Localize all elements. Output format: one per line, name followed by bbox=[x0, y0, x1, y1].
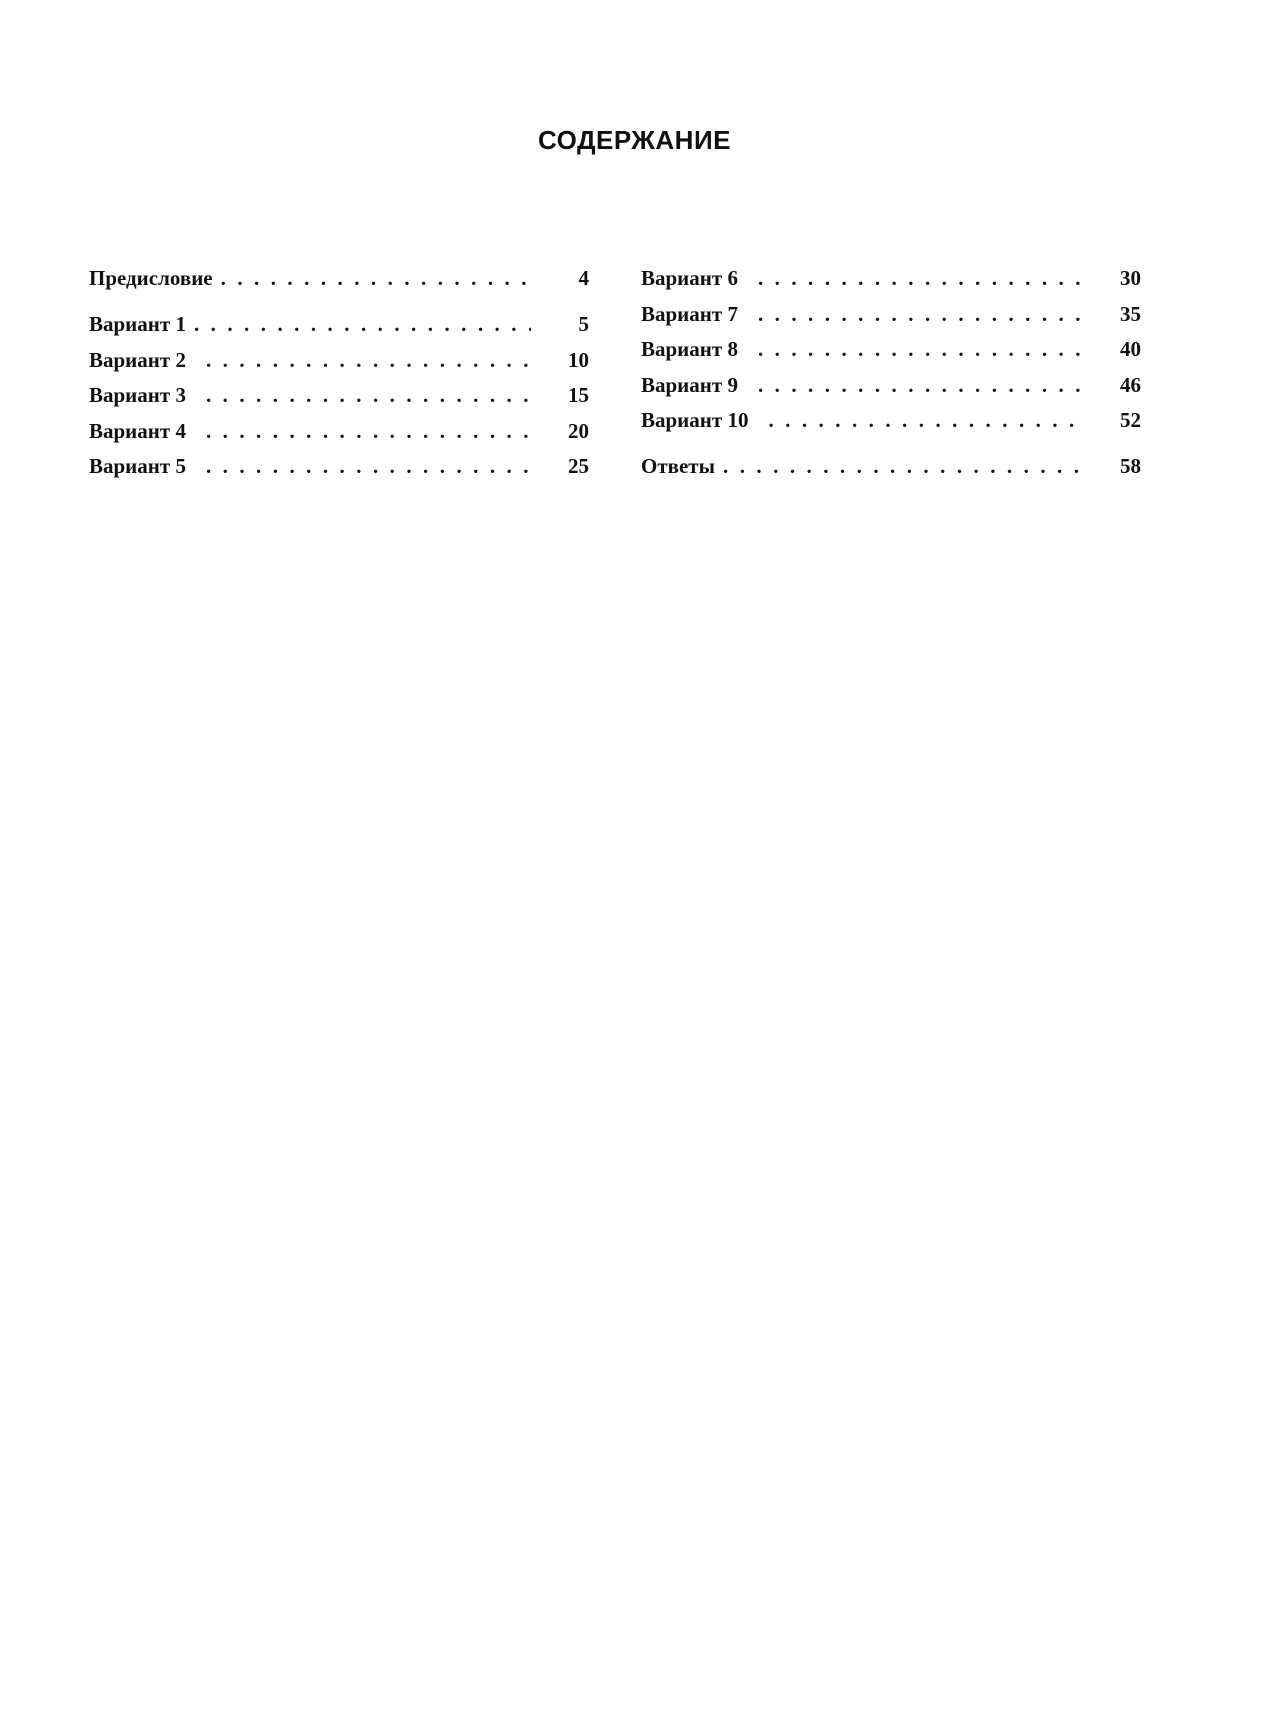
toc-entry-page: 25 bbox=[568, 454, 589, 478]
toc-leader-dots bbox=[206, 418, 531, 444]
toc-leader-dots bbox=[758, 265, 1083, 291]
toc-entry-variant-9[interactable] bbox=[641, 372, 1141, 398]
toc-leader-dots bbox=[206, 347, 531, 373]
toc-entry-label: Вариант 3 bbox=[89, 383, 186, 407]
toc-entry-variant-3[interactable] bbox=[89, 382, 589, 408]
toc-entry-page: 10 bbox=[568, 347, 589, 372]
toc-entry-variant-5[interactable] bbox=[89, 453, 589, 479]
toc-entry-label: Вариант 4 bbox=[89, 418, 186, 443]
toc-entry-label: Вариант 10 bbox=[641, 408, 749, 432]
toc-entry-page: 40 bbox=[1120, 337, 1141, 361]
toc-leader-dots bbox=[206, 382, 531, 408]
toc-entry-variant-4[interactable] bbox=[89, 418, 589, 444]
toc-entry-label: Ответы bbox=[641, 454, 716, 478]
toc-entry-variant-6[interactable] bbox=[641, 265, 1141, 291]
toc-leader-dots bbox=[723, 453, 1083, 479]
toc-leader-dots bbox=[758, 301, 1083, 327]
toc-leader-dots bbox=[206, 453, 531, 479]
toc-entry-label: Вариант 7 bbox=[641, 301, 738, 326]
toc-entry-page: 35 bbox=[1120, 301, 1141, 326]
toc-entry-label: Вариант 2 bbox=[89, 347, 186, 372]
toc-entry-label: Вариант 6 bbox=[641, 266, 738, 290]
toc-entry-variant-1[interactable] bbox=[89, 311, 589, 337]
toc-entry-page: 15 bbox=[568, 383, 589, 407]
toc-entry-page: 58 bbox=[1120, 454, 1141, 478]
toc-entry-page: 20 bbox=[568, 418, 589, 443]
toc-entry-label: Вариант 9 bbox=[641, 372, 738, 397]
toc-leader-dots bbox=[768, 407, 1083, 433]
toc-entry-page: 4 bbox=[578, 266, 589, 290]
toc-entry-label: Вариант 5 bbox=[89, 454, 186, 478]
toc-leader-dots bbox=[758, 336, 1083, 362]
toc-entry-variant-7[interactable] bbox=[641, 301, 1141, 327]
toc-entry-page: 30 bbox=[1120, 266, 1141, 290]
toc-entry-variant-8[interactable] bbox=[641, 336, 1141, 362]
toc-leader-dots bbox=[758, 372, 1083, 398]
toc-entry-label: Предисловие bbox=[89, 266, 213, 290]
toc-entry-page: 52 bbox=[1120, 408, 1141, 432]
toc-entry-preface[interactable] bbox=[89, 265, 589, 291]
toc-entry-answers[interactable] bbox=[641, 453, 1141, 479]
toc-entry-page: 5 bbox=[578, 312, 589, 336]
toc-entry-page: 46 bbox=[1120, 372, 1141, 397]
toc-entry-label: Вариант 8 bbox=[641, 337, 738, 361]
toc-leader-dots bbox=[221, 265, 531, 291]
page-title: СОДЕРЖАНИЕ bbox=[538, 125, 731, 156]
toc-entry-variant-10[interactable] bbox=[641, 407, 1141, 433]
toc-entry-variant-2[interactable] bbox=[89, 347, 589, 373]
toc-left-column bbox=[89, 265, 589, 489]
toc-right-column bbox=[641, 265, 1141, 489]
toc-leader-dots bbox=[194, 311, 531, 337]
toc-entry-label: Вариант 1 bbox=[89, 312, 186, 336]
